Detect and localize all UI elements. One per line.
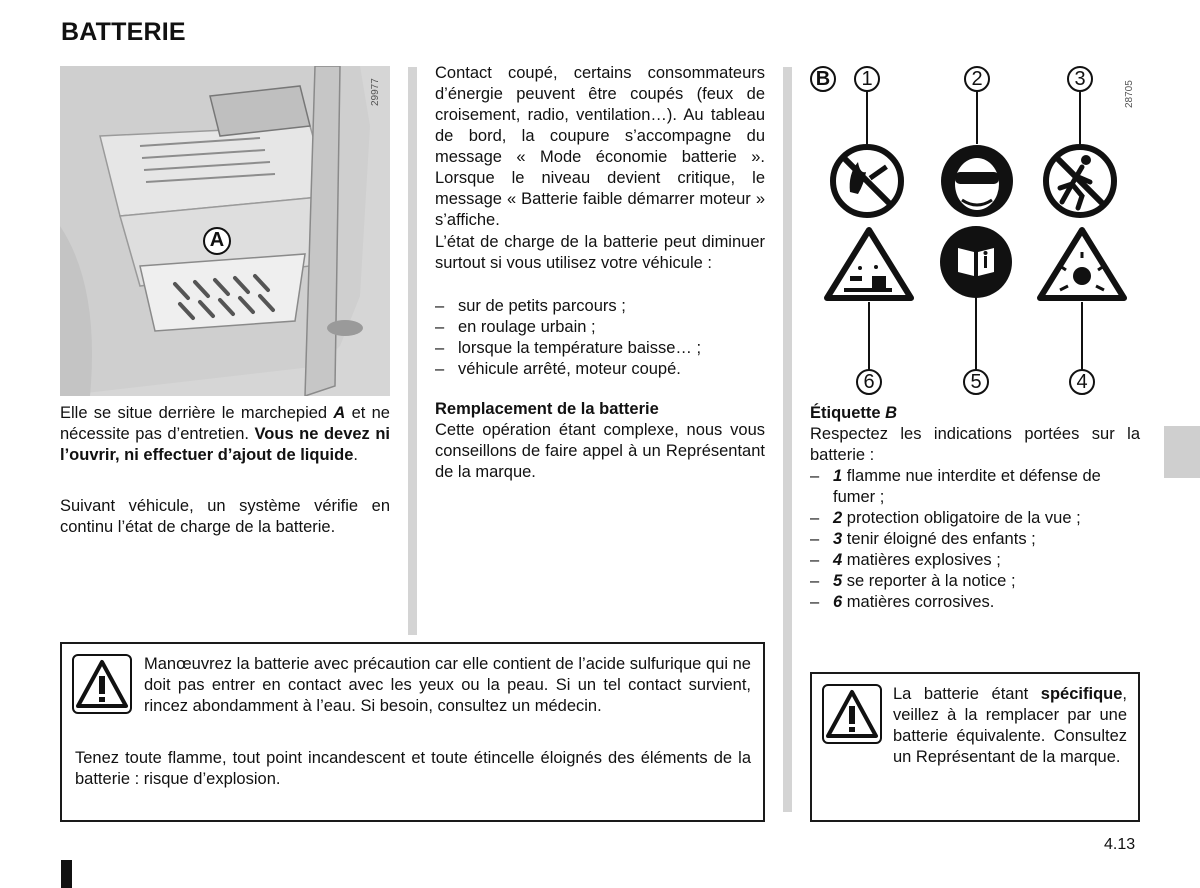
label-intro: Respectez les indications portées sur la batterie : — [810, 425, 1140, 464]
list-item: – lorsque la température baisse… ; — [435, 338, 765, 359]
explosive-icon — [1040, 230, 1124, 298]
label-heading: Étiquette B — [810, 404, 898, 422]
list-item: – véhicule arrêté, moteur coupé. — [435, 359, 765, 380]
page-number: 4.13 — [1104, 836, 1136, 853]
page-title: BATTERIE — [61, 18, 186, 46]
replacement-paragraph: Cette opération étant complexe, nous vous conseillons de faire appel à un Représentant de la marque. — [435, 421, 765, 481]
label-ref-number: 28705 — [1124, 80, 1135, 108]
charge-decrease-paragraph: L’état de charge de la batterie peut diminuer surtout si vous utilisez votre véhicule : — [435, 233, 765, 272]
acid-warning-text: Manœuvrez la batterie avec précaution car elle contient de l’acide sulfurique qui ne doit pas entrer en contact avec les yeux ou la peau. Si un tel contact survient, rincez abondamment à l’eau. Si besoin, consultez un médecin. — [144, 655, 751, 715]
no-flame-icon — [833, 147, 901, 215]
list-item: – 3 tenir éloigné des enfants ; — [810, 529, 1140, 550]
list-item: – en roulage urbain ; — [435, 317, 765, 338]
label-number-3: 3 — [1074, 68, 1086, 90]
list-item: – sur de petits parcours ; — [435, 296, 765, 317]
ref-a: A — [333, 404, 346, 422]
energy-consumers-paragraph: Contact coupé, certains consommateurs d’énergie peuvent être coupés (feux de croisement, radio, ventilation…). Au tableau de bord, la coupure s’accompagne du message « Mode économie batterie ». Lorsque le niveau devient critique, le message « Batterie faible démarrer moteur » s’affiche. — [435, 64, 765, 229]
list-item: – 2 protection obligatoire de la vue ; — [810, 508, 1140, 529]
label-number-6: 6 — [863, 371, 875, 393]
battery-location-illustration — [60, 66, 390, 396]
eye-protection-icon — [941, 145, 1013, 217]
column-separator-left — [408, 67, 417, 635]
list-item: – 5 se reporter à la notice ; — [810, 571, 1140, 592]
specific-battery-text: La batterie étant spécifique, veillez à la remplacer par une batterie équivalente. Consultez un Représentant de la marque. — [893, 685, 1127, 766]
list-item: – 1 flamme nue interdite et défense de fumer ; — [810, 466, 1140, 508]
no-open-warning: Vous ne devez ni l’ouvrir, ni effectuer d’ajout de liquide — [60, 425, 390, 464]
label-number-5: 5 — [970, 371, 982, 393]
list-item: – 6 matières corrosives. — [810, 592, 1140, 613]
label-number-2: 2 — [971, 68, 983, 90]
section-side-tab — [1164, 426, 1200, 478]
page-edge-marker — [61, 860, 72, 888]
list-item: – 4 matières explosives ; — [810, 550, 1140, 571]
specific-battery-warning-box — [810, 672, 1140, 822]
charge-system-paragraph: Suivant véhicule, un système vérifie en continu l’état de charge de la batterie. — [60, 497, 390, 536]
replacement-heading: Remplacement de la batterie — [435, 400, 659, 418]
corrosive-icon — [827, 230, 911, 298]
battery-label-diagram — [810, 62, 1130, 397]
flame-warning-text: Tenez toute flamme, tout point incandescent et toute étincelle éloignés des éléments de la batterie : risque d’explosion. — [75, 749, 751, 788]
warning-triangle-icon — [72, 654, 132, 714]
callout-a: A — [209, 229, 225, 251]
illustration-ref-number: 29977 — [370, 78, 381, 106]
read-manual-icon — [940, 226, 1012, 298]
label-number-4: 4 — [1076, 371, 1088, 393]
label-symbol-list — [810, 466, 1140, 613]
keep-children-away-icon — [1046, 147, 1114, 215]
label-letter-b: B — [815, 68, 831, 90]
column-separator-right — [783, 67, 792, 812]
charge-decrease-list — [435, 296, 765, 380]
location-paragraph: Elle se situe derrière le marchepied A et ne nécessite pas d’entretien. Vous ne devez ni l’ouvrir, ni effectuer d’ajout de liquide. — [60, 404, 390, 464]
label-number-1: 1 — [861, 68, 873, 90]
acid-warning-box — [60, 642, 765, 822]
